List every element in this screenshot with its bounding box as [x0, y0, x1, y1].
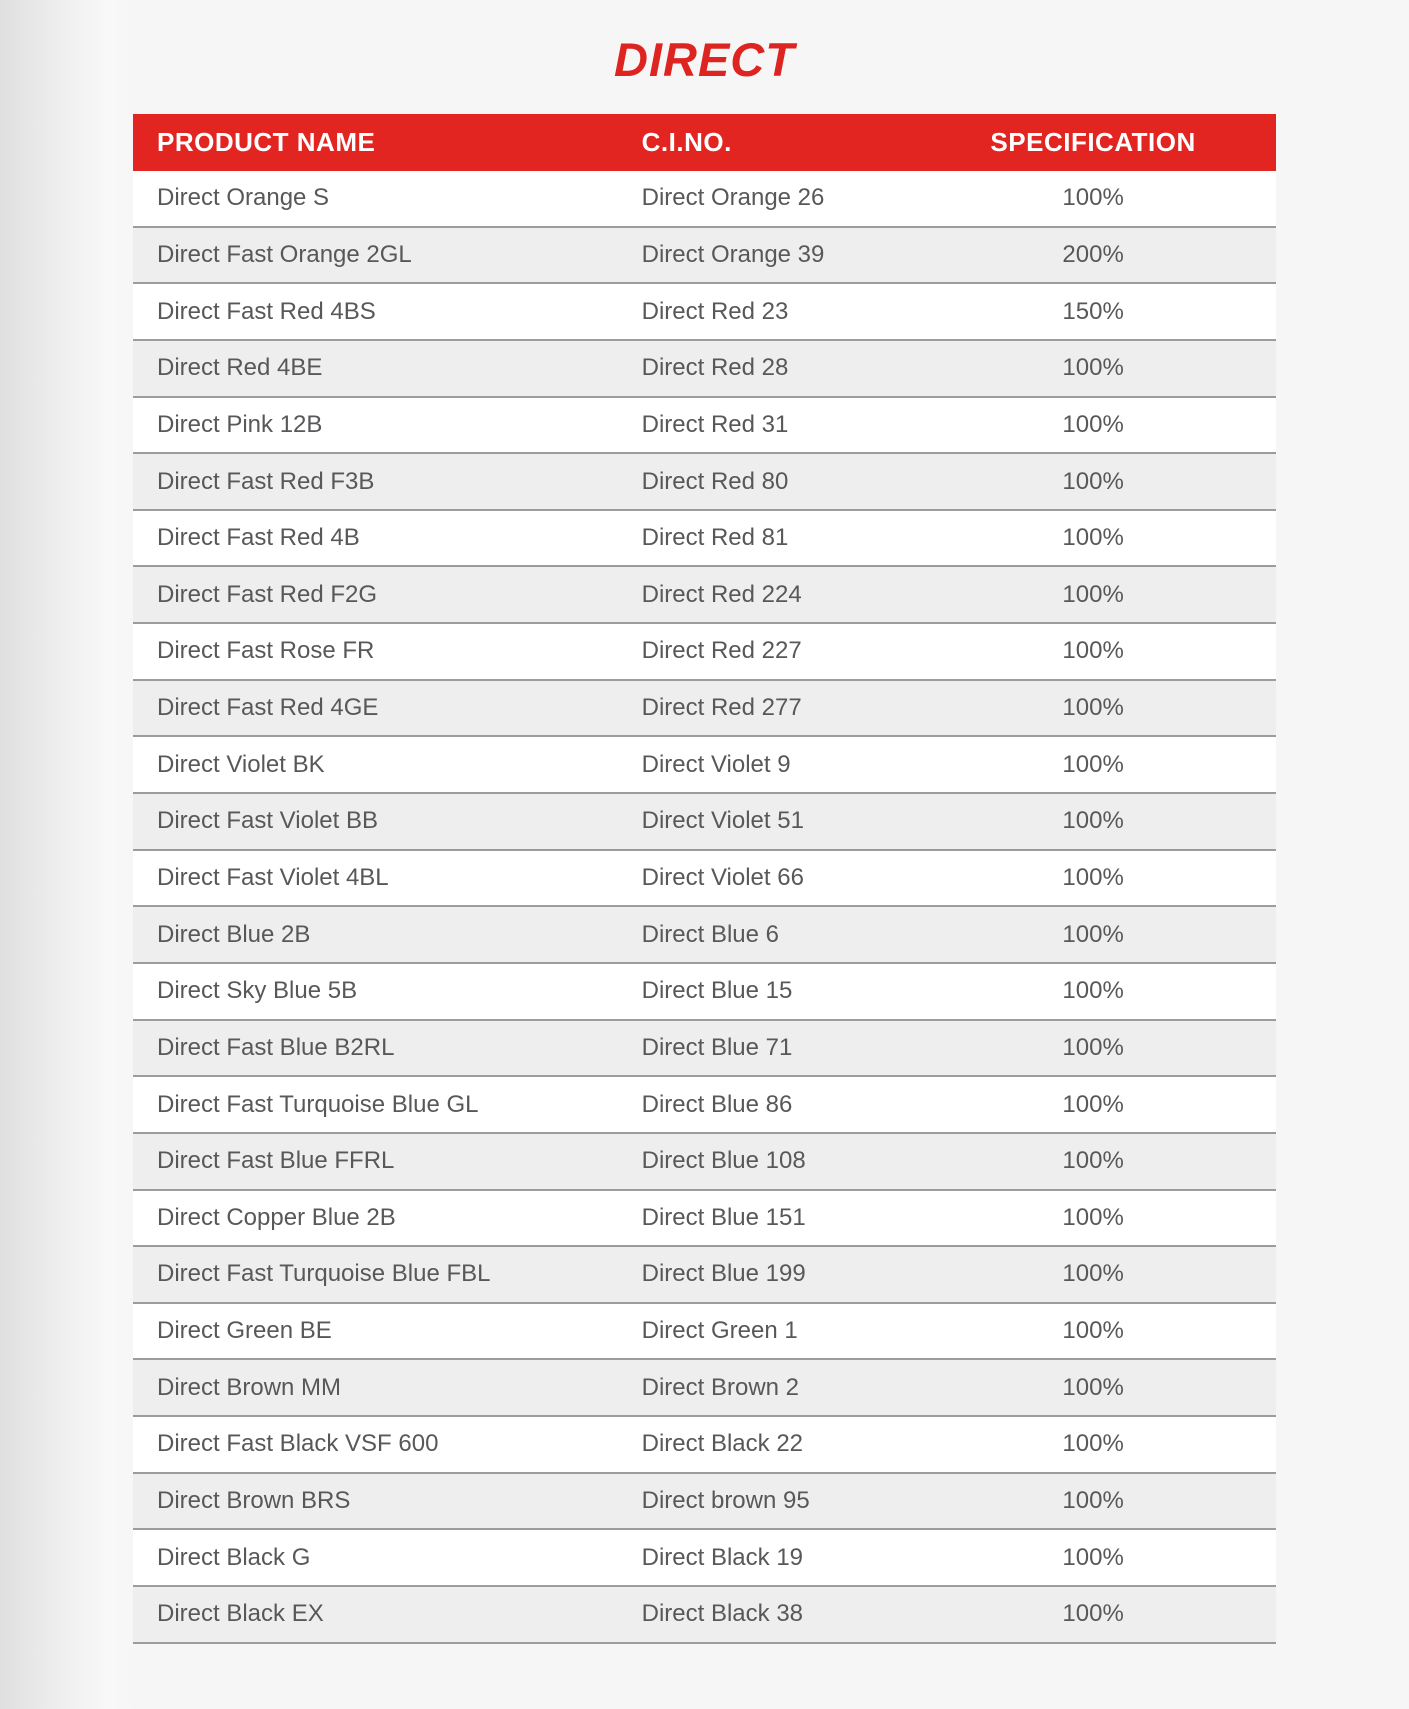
cell-product-name: Direct Violet BK: [157, 750, 325, 778]
cell-product-name: Direct Red 4BE: [157, 354, 323, 382]
cell-product-name: Direct Fast Red F3B: [157, 467, 375, 495]
table-row: [133, 1474, 1276, 1531]
cell-specification: 100%: [1062, 694, 1124, 722]
table-row: [133, 1021, 1276, 1078]
cell-product-name: Direct Orange S: [157, 184, 330, 212]
cell-product-name: Direct Fast Orange 2GL: [157, 240, 412, 268]
catalog-page: [133, 0, 1276, 1644]
table-row: [133, 624, 1276, 681]
cell-product-name: Direct Fast Violet BB: [157, 807, 378, 835]
table-header-row: [133, 114, 1276, 171]
table-row: [133, 737, 1276, 794]
cell-ci-no: Direct Blue 151: [641, 1203, 806, 1231]
table-row: [133, 567, 1276, 624]
cell-ci-no: Direct Green 1: [641, 1317, 798, 1345]
cell-product-name: Direct Black G: [157, 1543, 311, 1571]
column-header-specification: SPECIFICATION: [990, 127, 1196, 157]
cell-product-name: Direct Copper Blue 2B: [157, 1203, 396, 1231]
table-row: [133, 907, 1276, 964]
cell-product-name: Direct Green BE: [157, 1317, 332, 1345]
cell-ci-no: Direct Black 38: [641, 1600, 804, 1628]
cell-ci-no: Direct Blue 199: [641, 1260, 806, 1288]
cell-specification: 100%: [1062, 750, 1124, 778]
cell-specification: 100%: [1062, 1373, 1124, 1401]
cell-specification: 100%: [1062, 354, 1124, 382]
cell-product-name: Direct Fast Red 4GE: [157, 694, 379, 722]
cell-specification: 200%: [1062, 240, 1124, 268]
dye-table: [133, 114, 1276, 1644]
cell-product-name: Direct Fast Red 4B: [157, 524, 360, 552]
cell-specification: 100%: [1062, 977, 1124, 1005]
cell-ci-no: Direct Blue 6: [641, 920, 780, 948]
cell-ci-no: Direct Red 277: [641, 694, 802, 722]
cell-specification: 100%: [1062, 1543, 1124, 1571]
table-row: [133, 1360, 1276, 1417]
cell-ci-no: Direct Black 19: [641, 1543, 804, 1571]
cell-specification: 100%: [1062, 580, 1124, 608]
cell-specification: 100%: [1062, 637, 1124, 665]
cell-product-name: Direct Fast Rose FR: [157, 637, 375, 665]
cell-ci-no: Direct Blue 86: [641, 1090, 793, 1118]
table-row: [133, 1077, 1276, 1134]
cell-product-name: Direct Pink 12B: [157, 410, 323, 438]
cell-product-name: Direct Blue 2B: [157, 920, 311, 948]
table-row: [133, 454, 1276, 511]
cell-ci-no: Direct Red 23: [641, 297, 789, 325]
page-title: DIRECT: [614, 33, 795, 86]
cell-product-name: Direct Fast Blue FFRL: [157, 1147, 395, 1175]
table-row: [133, 511, 1276, 568]
cell-product-name: Direct Brown MM: [157, 1373, 342, 1401]
cell-ci-no: Direct Orange 26: [641, 184, 825, 212]
cell-ci-no: Direct Blue 108: [641, 1147, 806, 1175]
table-row: [133, 171, 1276, 228]
table-row: [133, 341, 1276, 398]
cell-product-name: Direct Black EX: [157, 1600, 324, 1628]
column-header-product-name: PRODUCT NAME: [157, 127, 376, 157]
cell-specification: 100%: [1062, 1203, 1124, 1231]
cell-product-name: Direct Fast Red 4BS: [157, 297, 376, 325]
cell-specification: 100%: [1062, 1260, 1124, 1288]
cell-ci-no: Direct Violet 66: [641, 864, 804, 891]
column-header-ci-no: C.I.NO.: [641, 127, 732, 157]
cell-product-name: Direct Fast Turquoise Blue GL: [157, 1090, 479, 1118]
cell-specification: 100%: [1062, 1487, 1124, 1515]
cell-product-name: Direct Fast Black VSF 600: [157, 1430, 439, 1458]
cell-ci-no: Direct Violet 51: [641, 807, 804, 835]
table-row: [133, 1587, 1276, 1644]
cell-ci-no: Direct Red 28: [641, 354, 789, 382]
table-row: [133, 681, 1276, 738]
cell-specification: 100%: [1062, 410, 1124, 438]
cell-ci-no: Direct Orange 39: [641, 240, 825, 268]
cell-specification: 100%: [1062, 1317, 1124, 1345]
cell-specification: 100%: [1062, 1430, 1124, 1458]
page-edge-gradient: [0, 0, 135, 1709]
table-row: [133, 284, 1276, 341]
cell-ci-no: Direct Red 31: [641, 410, 789, 438]
cell-specification: 100%: [1062, 1600, 1124, 1628]
cell-ci-no: Direct Violet 9: [641, 750, 791, 778]
cell-specification: 100%: [1062, 920, 1124, 948]
cell-ci-no: Direct Black 22: [641, 1430, 804, 1458]
cell-product-name: Direct Fast Violet 4BL: [157, 864, 389, 891]
table-row: [133, 1417, 1276, 1474]
cell-specification: 100%: [1062, 184, 1124, 212]
cell-ci-no: Direct Red 227: [641, 637, 802, 665]
cell-specification: 100%: [1062, 1090, 1124, 1118]
table-row: [133, 1304, 1276, 1361]
cell-ci-no: Direct Red 80: [641, 467, 789, 495]
table-body: [133, 171, 1276, 1644]
cell-product-name: Direct Brown BRS: [157, 1487, 351, 1515]
table-row: [133, 1191, 1276, 1248]
cell-specification: 100%: [1062, 1033, 1124, 1061]
table-row: [133, 1530, 1276, 1587]
table-row: [133, 851, 1276, 908]
cell-product-name: Direct Fast Turquoise Blue FBL: [157, 1260, 491, 1288]
cell-specification: 100%: [1062, 864, 1124, 891]
cell-ci-no: Direct Red 81: [641, 524, 789, 552]
cell-ci-no: Direct brown 95: [641, 1487, 810, 1515]
table-row: [133, 1247, 1276, 1304]
cell-specification: 100%: [1062, 807, 1124, 835]
table-row: [133, 964, 1276, 1021]
cell-specification: 100%: [1062, 524, 1124, 552]
table-row: [133, 228, 1276, 285]
cell-specification: 150%: [1062, 297, 1124, 325]
cell-ci-no: Direct Brown 2: [641, 1373, 800, 1401]
cell-specification: 100%: [1062, 1147, 1124, 1175]
cell-specification: 100%: [1062, 467, 1124, 495]
cell-ci-no: Direct Red 224: [641, 580, 802, 608]
table-row: [133, 794, 1276, 851]
cell-product-name: Direct Sky Blue 5B: [157, 977, 358, 1005]
cell-ci-no: Direct Blue 15: [641, 977, 793, 1005]
cell-product-name: Direct Fast Red F2G: [157, 580, 378, 608]
cell-product-name: Direct Fast Blue B2RL: [157, 1033, 395, 1061]
table-row: [133, 1134, 1276, 1191]
table-row: [133, 398, 1276, 455]
cell-ci-no: Direct Blue 71: [641, 1033, 793, 1061]
